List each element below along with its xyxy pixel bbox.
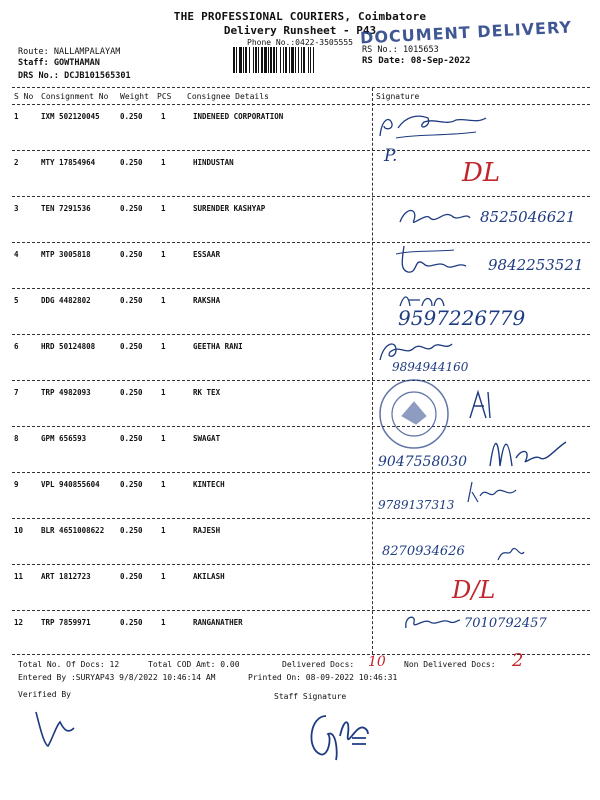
row-divider	[12, 518, 590, 519]
row-sno: 10	[14, 526, 24, 535]
row-sno: 4	[14, 250, 19, 259]
route-line	[18, 47, 120, 57]
signature-column-divider	[372, 88, 373, 654]
row-consignee: GEETHA RANI	[193, 342, 243, 351]
row-consignment: MTP 3005818	[41, 250, 91, 259]
row-weight: 0.250	[120, 572, 143, 581]
phone-row-3: 8525046621	[480, 208, 576, 226]
col-sno: S No	[14, 92, 34, 101]
drs-line	[18, 71, 131, 81]
row-consignment: IXM 502120045	[41, 112, 100, 121]
row-sno: 12	[14, 618, 24, 627]
row-consignee: RAKSHA	[193, 296, 221, 305]
rs-number: RS No.: 1015653	[362, 45, 439, 55]
row-pcs: 1	[161, 526, 166, 535]
row-weight: 0.250	[120, 112, 143, 121]
row-sno: 6	[14, 342, 19, 351]
table-top-rule	[12, 87, 590, 88]
route-label: Route:	[18, 47, 49, 57]
row-divider	[12, 150, 590, 151]
signature-row-4	[394, 240, 474, 280]
signature-row-12	[402, 608, 462, 634]
row-consignee: RAJESH	[193, 526, 221, 535]
non-delivered-docs-label: Non Delivered Docs:	[404, 660, 496, 669]
row-consignee: RANGANATHER	[193, 618, 243, 627]
row-pcs: 1	[161, 158, 166, 167]
delivered-docs-label: Delivered Docs:	[282, 660, 355, 669]
col-weight: Weight	[120, 92, 149, 101]
row-consignment: TEN 7291536	[41, 204, 91, 213]
row-weight: 0.250	[120, 526, 143, 535]
signature-row-8	[486, 428, 576, 472]
signature-row-2: P.	[384, 146, 398, 166]
row-consignment: GPM 656593	[41, 434, 87, 443]
row-weight: 0.250	[120, 250, 143, 259]
row-consignee: INDENEED CORPORATION	[193, 112, 284, 121]
row-sno: 1	[14, 112, 19, 121]
row-pcs: 1	[161, 296, 166, 305]
route-value: NALLAMPALAYAM	[53, 47, 121, 57]
phone-row-12: 7010792457	[464, 616, 547, 631]
row-weight: 0.250	[120, 388, 143, 397]
staff-label: Staff:	[18, 58, 49, 68]
barcode-icon	[232, 47, 357, 73]
row-consignment: VPL 940855604	[41, 480, 100, 489]
row-consignment: ART 1812723	[41, 572, 91, 581]
col-consignee: Consignee Details	[187, 92, 269, 101]
row-sno: 3	[14, 204, 19, 213]
row-sno: 7	[14, 388, 19, 397]
row-sno: 2	[14, 158, 19, 167]
signature-row-3	[396, 202, 476, 232]
row-consignee: RK TEX	[193, 388, 221, 397]
staff-signature	[302, 708, 372, 764]
row-divider	[12, 610, 590, 611]
entered-by: Entered By :SURYAP43 9/8/2022 10:46:14 AM	[18, 673, 216, 682]
row-pcs: 1	[161, 572, 166, 581]
row-pcs: 1	[161, 342, 166, 351]
phone-row-5: 9597226779	[398, 306, 526, 330]
row-pcs: 1	[161, 480, 166, 489]
drs-value: DCJB101565301	[64, 71, 131, 81]
row-consignee: SWAGAT	[193, 434, 221, 443]
phone-number: Phone No.:0422-3505555	[247, 38, 353, 47]
col-signature: Signature	[376, 92, 420, 101]
row-weight: 0.250	[120, 342, 143, 351]
row-divider	[12, 334, 590, 335]
row-sno: 9	[14, 480, 19, 489]
row-consignee: HINDUSTAN	[193, 158, 234, 167]
col-pcs: PCS	[157, 92, 172, 101]
row-divider	[12, 564, 590, 565]
col-consignment: Consignment No	[41, 92, 109, 101]
row-divider	[12, 288, 590, 289]
signature-row-7	[466, 388, 496, 424]
document-delivery-stamp: DOCUMENT DELIVERY	[359, 17, 573, 48]
delivered-mark-row-2: DL	[462, 158, 501, 188]
row-consignee: SURENDER KASHYAP	[193, 204, 266, 213]
table-bottom-rule	[12, 654, 590, 655]
row-consignment: TRP 7859971	[41, 618, 91, 627]
verified-by-label: Verified By	[18, 690, 71, 699]
company-seal-icon	[376, 376, 452, 452]
row-pcs: 1	[161, 618, 166, 627]
row-weight: 0.250	[120, 480, 143, 489]
row-sno: 11	[14, 572, 24, 581]
row-consignee: ESSAAR	[193, 250, 221, 259]
delivered-mark-row-12: D/L	[452, 576, 496, 604]
total-cod-amount: Total COD Amt: 0.00	[148, 660, 240, 669]
signature-row-9	[464, 478, 524, 508]
row-pcs: 1	[161, 250, 166, 259]
drs-label: DRS No.:	[18, 71, 59, 81]
row-pcs: 1	[161, 112, 166, 121]
row-consignment: BLR 4651008622	[41, 526, 105, 535]
row-consignment: MTY 17854964	[41, 158, 96, 167]
row-weight: 0.250	[120, 158, 143, 167]
total-docs: Total No. Of Docs: 12	[18, 660, 120, 669]
row-sno: 5	[14, 296, 19, 305]
row-weight: 0.250	[120, 434, 143, 443]
row-divider	[12, 380, 590, 381]
row-weight: 0.250	[120, 618, 143, 627]
non-delivered-docs-count: 2	[512, 650, 524, 671]
verified-signature	[30, 706, 76, 752]
company-title: THE PROFESSIONAL COURIERS, Coimbatore	[173, 10, 427, 23]
signature-row-10	[496, 542, 526, 564]
row-divider	[12, 472, 590, 473]
row-consignee: KINTECH	[193, 480, 225, 489]
row-pcs: 1	[161, 204, 166, 213]
row-consignment: TRP 4982093	[41, 388, 91, 397]
row-divider	[12, 242, 590, 243]
row-weight: 0.250	[120, 296, 143, 305]
row-consignment: DDG 4482802	[41, 296, 91, 305]
row-divider	[12, 426, 590, 427]
row-consignee: AKILASH	[193, 572, 225, 581]
printed-on: Printed On: 08-09-2022 10:46:31	[248, 673, 398, 682]
signature-row-1	[376, 108, 496, 144]
staff-value: GOWTHAMAN	[53, 58, 100, 68]
phone-row-8: 9047558030	[378, 454, 468, 470]
row-divider	[12, 196, 590, 197]
row-consignment: HRD 50124808	[41, 342, 96, 351]
staff-signature-label: Staff Signature	[274, 692, 347, 701]
phone-row-6: 9894944160	[392, 360, 469, 374]
table-header-rule	[12, 104, 590, 105]
rs-date: RS Date: 08-Sep-2022	[362, 56, 471, 66]
staff-line	[18, 58, 100, 68]
row-pcs: 1	[161, 434, 166, 443]
phone-row-9: 9789137313	[378, 498, 455, 512]
delivered-docs-count: 10	[368, 654, 386, 670]
row-weight: 0.250	[120, 204, 143, 213]
runsheet-title: Delivery Runsheet - P43	[223, 24, 377, 37]
phone-row-10: 8270934626	[382, 544, 465, 559]
phone-row-4: 9842253521	[488, 256, 584, 274]
row-pcs: 1	[161, 388, 166, 397]
row-sno: 8	[14, 434, 19, 443]
